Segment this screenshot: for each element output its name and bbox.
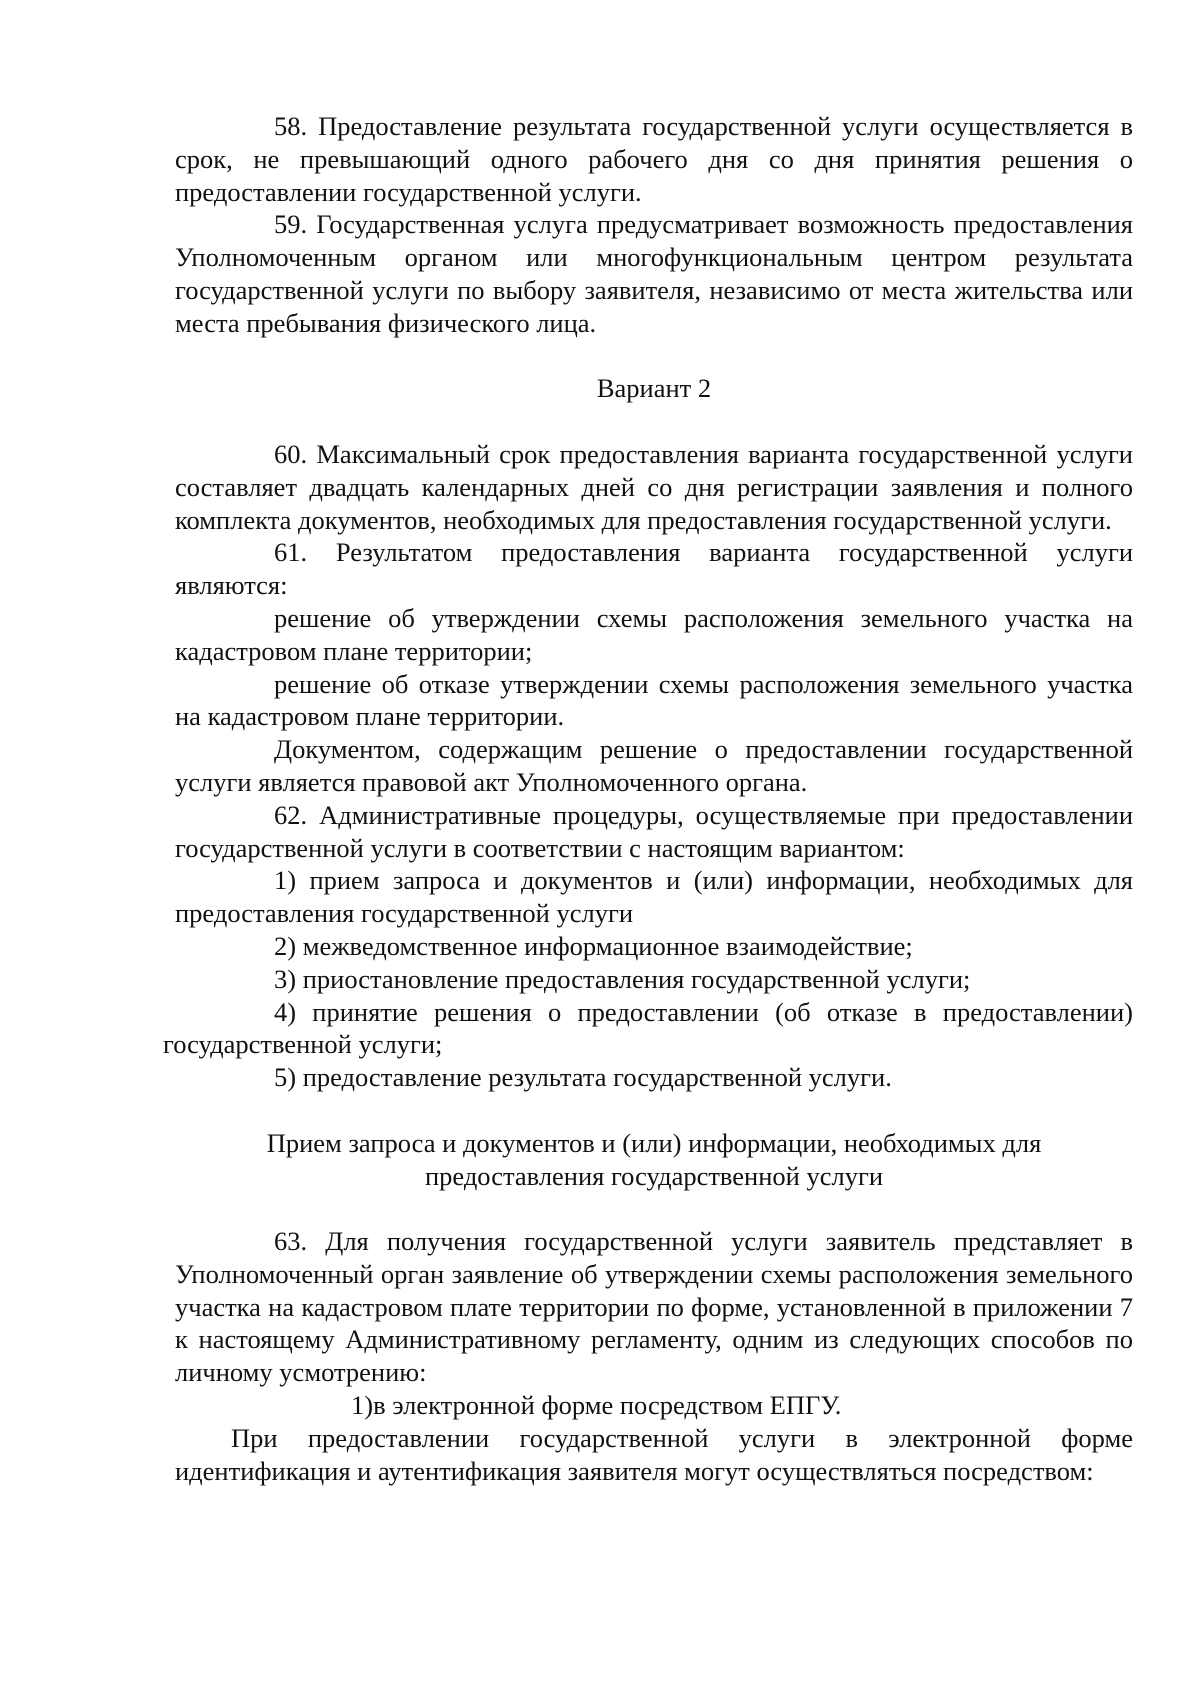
paragraph-64: При предоставлении государственной услуги в электронной форме идентификация и аутентификация заявителя могут осуществляться посредством:: [175, 1422, 1133, 1486]
heading-intake-line-2: предоставления государственной услуги: [424, 1160, 884, 1191]
heading-variant-2: Вариант 2: [596, 373, 712, 404]
spacer: [175, 405, 1133, 438]
item-text: в электронной форме посредством ЕПГУ.: [373, 1390, 842, 1421]
paragraph-62-item-1: 1) прием запроса и документов и (или) информации, необходимых для предоставления государственной услуги: [175, 865, 1133, 929]
spacer: [175, 340, 1133, 373]
spacer: [175, 1094, 1133, 1127]
paragraph-62-item-3: 3) приостановление предоставления государственной услуги;: [274, 963, 971, 994]
paragraph-61-document: Документом, содержащим решение о предоставлении государственной услуги является правовой акт Уполномоченного органа.: [175, 734, 1133, 797]
paragraph-61-item-refuse: решение об отказе утверждении схемы расположения земельного участка на кадастровом плане территории.: [175, 668, 1133, 732]
document-body: [163, 110, 1133, 1487]
paragraph-63-item-1: [175, 1389, 1133, 1422]
paragraph-61: 61. Результатом предоставления варианта государственной услуги являются:: [175, 537, 1133, 601]
paragraph-62-item-2: 2) межведомственное информационное взаимодействие;: [274, 930, 913, 961]
paragraph-62-item-5: 5) предоставление результата государственной услуги.: [274, 1062, 892, 1093]
heading-intake-line-1: Прием запроса и документов и (или) информации, необходимых для: [266, 1127, 1042, 1158]
paragraph-62: 62. Административные процедуры, осуществляемые при предоставлении государственной услуги в соответствии с настоящим вариантом:: [175, 799, 1133, 863]
spacer: [175, 1192, 1133, 1225]
paragraph-62-item-4: 4) принятие решения о предоставлении (об отказе в предоставлении) государственной услуги;: [163, 996, 1133, 1060]
paragraph-59: 59. Государственная услуга предусматривает возможность предоставления Уполномоченным органом или многофункциональным центром результата государственной услуги по выбору заявителя, независимо от места жительства или места пребывания физического лица.: [175, 209, 1133, 338]
paragraph-63: 63. Для получения государственной услуги заявитель представляет в Уполномоченный орган заявление об утверждении схемы расположения земельного участка на кадастровом плате территории по форме, установленной в приложении 7 к настоящему Административному регламенту, одним из следующих способов по личному усмотрению:: [175, 1226, 1133, 1388]
paragraph-58: 58. Предоставление результата государственной услуги осуществляется в срок, не превышающий одного рабочего дня со дня принятия решения о предоставлении государственной услуги.: [175, 111, 1133, 207]
paragraph-61-item-approve: решение об утверждении схемы расположения земельного участка на кадастровом плане территории;: [175, 602, 1133, 666]
paragraph-60: 60. Максимальный срок предоставления варианта государственной услуги составляет двадцать календарных дней со дня регистрации заявления и полного комплекта документов, необходимых для предоставления государственной услуги.: [175, 438, 1133, 535]
item-number: 1): [351, 1390, 374, 1421]
